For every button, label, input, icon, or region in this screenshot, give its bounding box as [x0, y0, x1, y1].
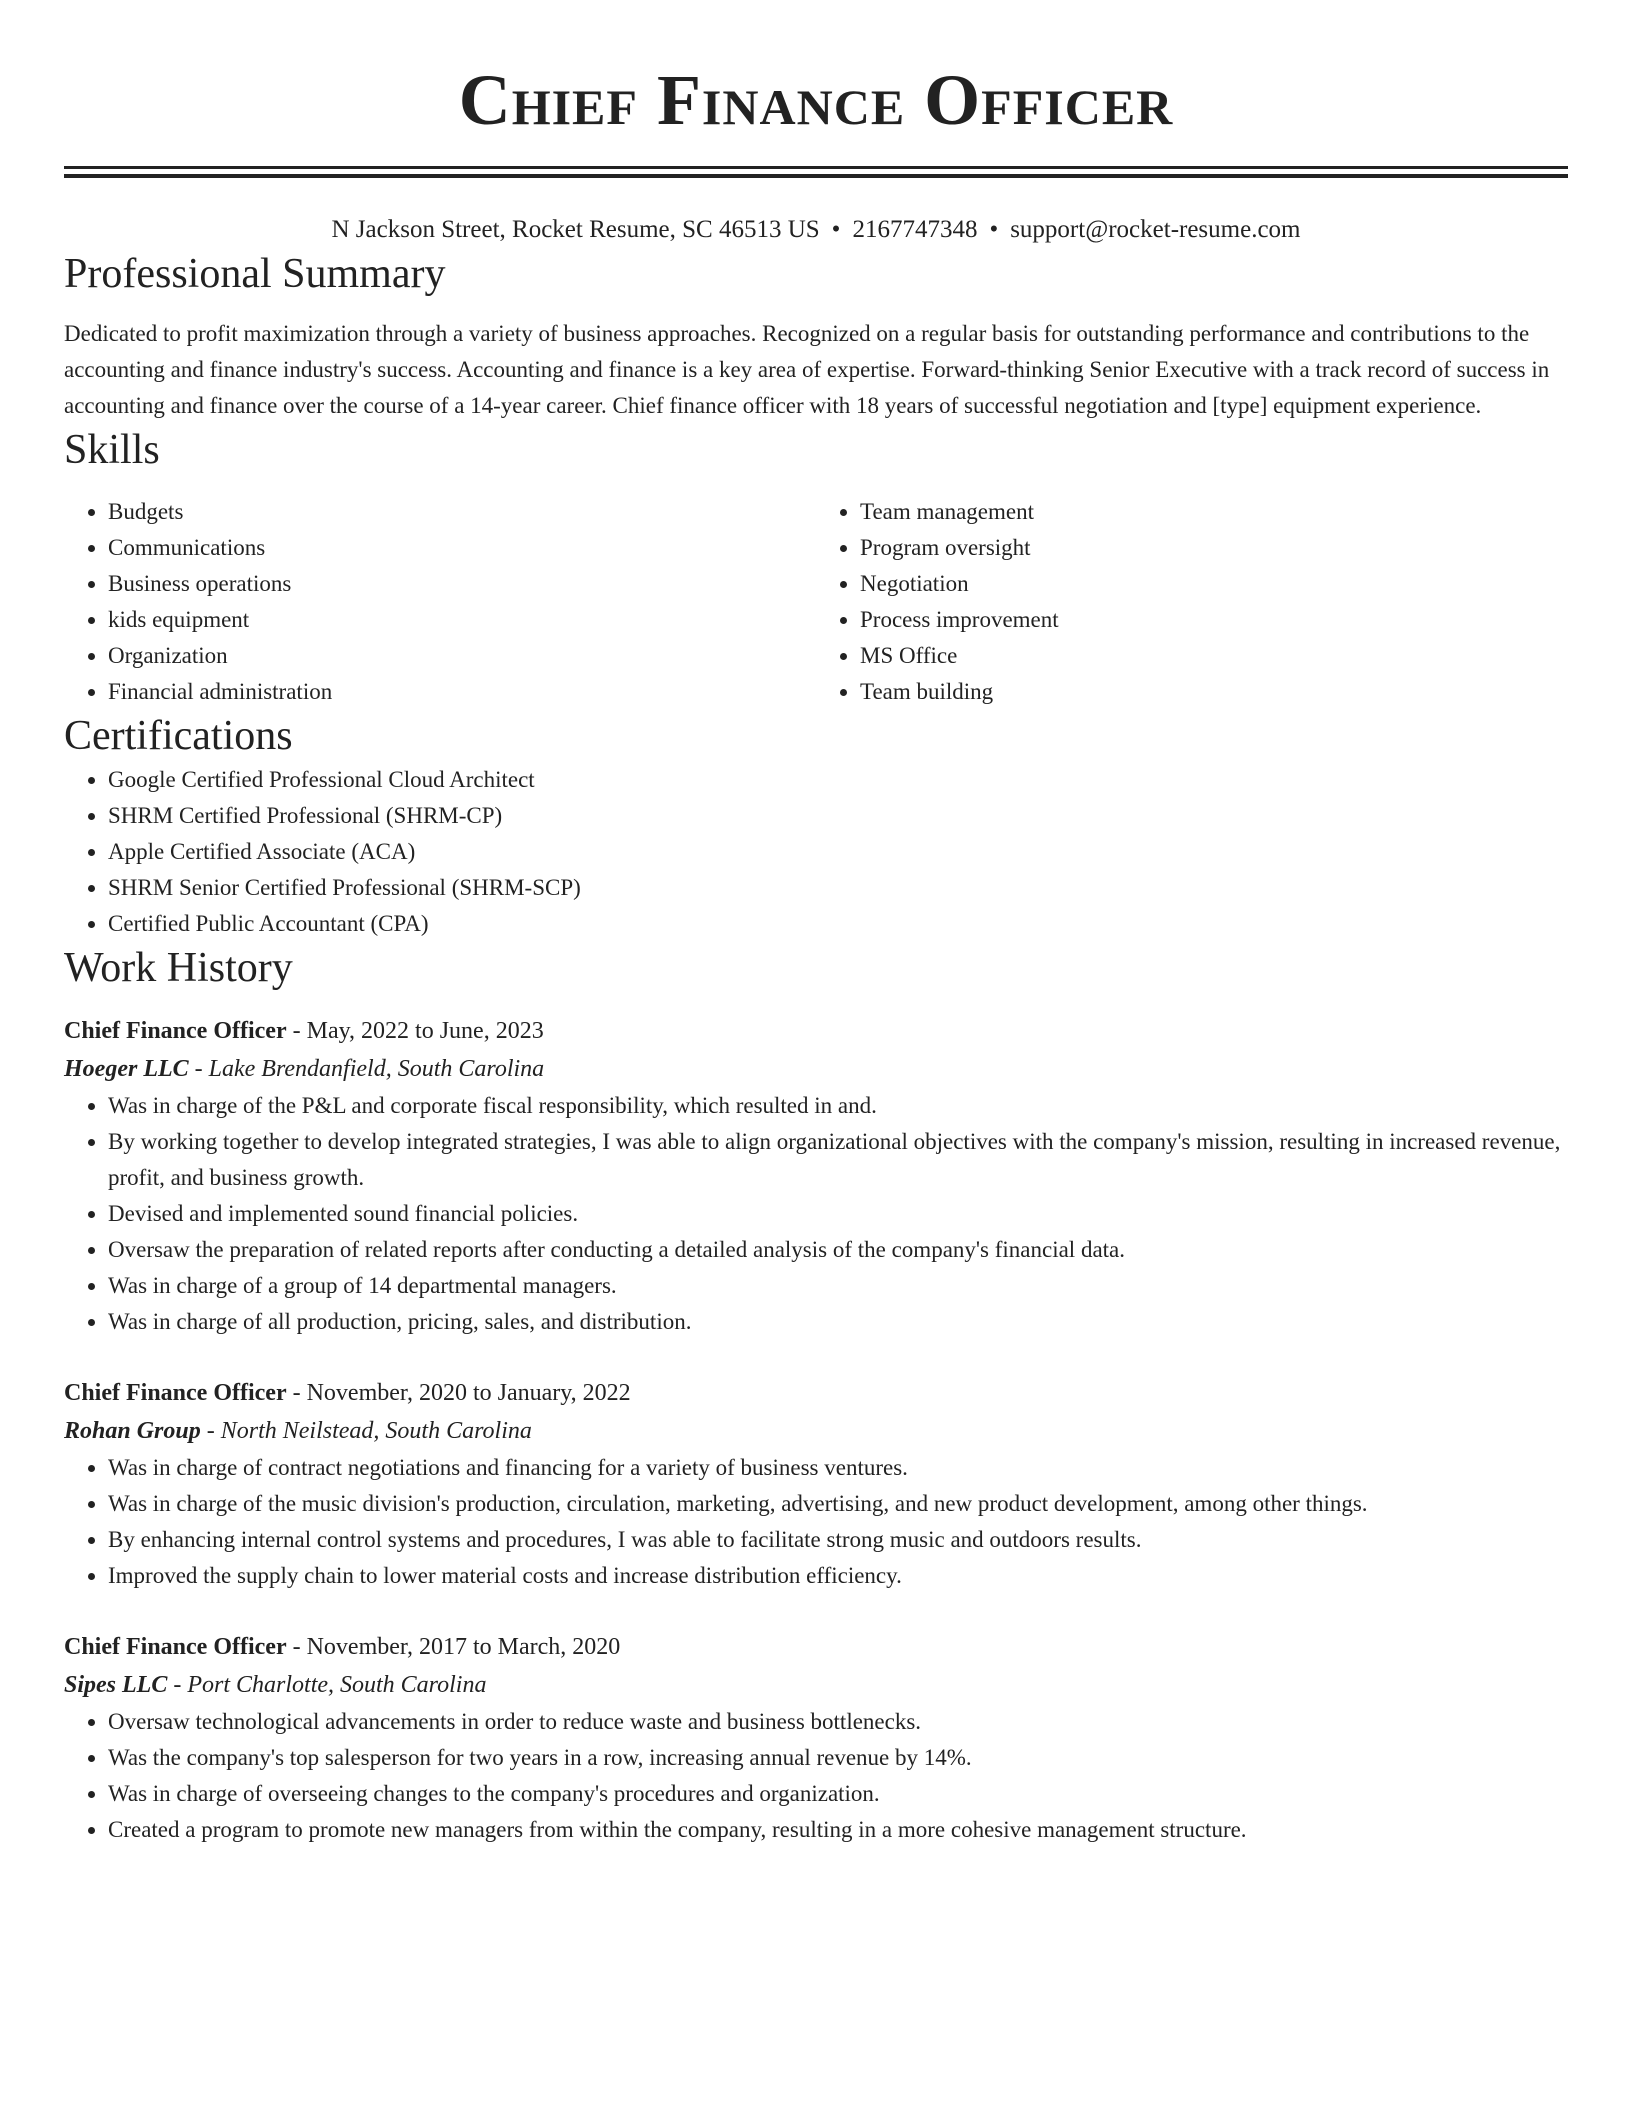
- certification-item: • Apple Certified Associate (ACA): [108, 834, 1568, 870]
- job-company: Rohan Group: [64, 1418, 201, 1444]
- skill-item: • Team building: [860, 674, 1568, 710]
- job-location: - Lake Brendanfield, South Carolina: [188, 1056, 545, 1082]
- skill-item: • kids equipment: [108, 602, 816, 638]
- job-dates: - May, 2022 to June, 2023: [286, 1018, 544, 1044]
- certification-item: • Certified Public Accountant (CPA): [108, 906, 1568, 942]
- job-dates: - November, 2020 to January, 2022: [286, 1380, 631, 1406]
- job-bullet: • By enhancing internal control systems and procedures, I was able to facilitate strong music and outdoors results.: [108, 1522, 1568, 1558]
- skill-item: • Team management: [860, 494, 1568, 530]
- skill-item: • Organization: [108, 638, 816, 674]
- job-bullet: • Was in charge of the P&L and corporate fiscal responsibility, which resulted in and.: [108, 1088, 1568, 1124]
- job-company-line: [64, 1050, 1568, 1088]
- job-bullet: • Devised and implemented sound financial policies.: [108, 1196, 1568, 1232]
- job-bullet: • Oversaw the preparation of related reports after conducting a detailed analysis of the company's financial data.: [108, 1232, 1568, 1268]
- summary-text: Dedicated to profit maximization through a variety of business approaches. Recognized on a regular basis for outstanding performance and contributions to the accounting and finance industry's success. Accounting and finance is a key area of expertise. Forward-thinking Senior Executive with a track record of success in accounting and finance over the course of a 14-year career. Chief finance officer with 18 years of successful negotiation and [type] equipment experience.: [64, 321, 1550, 418]
- job-bullet: • Was the company's top salesperson for two years in a row, increasing annual revenue by 14%.: [108, 1740, 1568, 1776]
- job-location: - Port Charlotte, South Carolina: [167, 1672, 487, 1698]
- certifications-heading: Certifications: [64, 713, 293, 759]
- skill-item: • MS Office: [860, 638, 1568, 674]
- job-header: [64, 1012, 1568, 1050]
- job-bullet: • Was in charge of a group of 14 departmental managers.: [108, 1268, 1568, 1304]
- summary-heading: Professional Summary: [64, 251, 446, 297]
- contact-email: support@rocket-resume.com: [1010, 216, 1301, 243]
- job-location: - North Neilstead, South Carolina: [200, 1418, 532, 1444]
- job-bullets: [64, 1704, 1568, 1848]
- skill-item: • Process improvement: [860, 602, 1568, 638]
- resume-title: Chief Finance Officer: [458, 60, 1174, 140]
- contact-address: N Jackson Street, Rocket Resume, SC 46513 US: [331, 216, 820, 243]
- job-company-line: [64, 1666, 1568, 1704]
- job-bullets: [64, 1450, 1568, 1594]
- job-role: Chief Finance Officer: [64, 1634, 287, 1660]
- job-bullet: • By working together to develop integrated strategies, I was able to align organizational objectives with the company's mission, resulting in increased revenue, profit, and business growth.: [108, 1124, 1568, 1196]
- work-history-heading: Work History: [64, 945, 293, 991]
- job-entry: [64, 1628, 1568, 1848]
- job-bullets: [64, 1088, 1568, 1340]
- contact-phone: 2167747348: [852, 216, 978, 243]
- contact-line: [64, 212, 1568, 248]
- skills-columns: [64, 494, 1568, 710]
- contact-separator: •: [989, 216, 999, 243]
- job-bullet: • Was in charge of overseeing changes to the company's procedures and organization.: [108, 1776, 1568, 1812]
- skill-item: • Business operations: [108, 566, 816, 602]
- skills-list-left: [64, 494, 816, 710]
- skill-item: • Communications: [108, 530, 816, 566]
- job-role: Chief Finance Officer: [64, 1380, 287, 1406]
- job-bullet: • Oversaw technological advancements in order to reduce waste and business bottlenecks.: [108, 1704, 1568, 1740]
- skill-item: • Program oversight: [860, 530, 1568, 566]
- skill-item: • Negotiation: [860, 566, 1568, 602]
- contact-separator: •: [831, 216, 841, 243]
- job-company: Hoeger LLC: [64, 1056, 189, 1082]
- job-company-line: [64, 1412, 1568, 1450]
- job-header: [64, 1374, 1568, 1412]
- skills-heading: Skills: [64, 427, 160, 473]
- job-role: Chief Finance Officer: [64, 1018, 287, 1044]
- job-header: [64, 1628, 1568, 1666]
- skill-item: • Budgets: [108, 494, 816, 530]
- job-bullet: • Was in charge of all production, pricing, sales, and distribution.: [108, 1304, 1568, 1340]
- job-bullet: • Improved the supply chain to lower material costs and increase distribution efficiency.: [108, 1558, 1568, 1594]
- job-bullet: • Was in charge of the music division's production, circulation, marketing, advertising, and new product development, among other things.: [108, 1486, 1568, 1522]
- job-entry: [64, 1374, 1568, 1594]
- job-bullet: • Was in charge of contract negotiations and financing for a variety of business ventures.: [108, 1450, 1568, 1486]
- skill-item: • Financial administration: [108, 674, 816, 710]
- job-bullet: • Created a program to promote new managers from within the company, resulting in a more cohesive management structure.: [108, 1812, 1568, 1848]
- job-entry: [64, 1012, 1568, 1340]
- job-dates: - November, 2017 to March, 2020: [286, 1634, 621, 1660]
- job-company: Sipes LLC: [64, 1672, 168, 1698]
- certification-item: • SHRM Certified Professional (SHRM-CP): [108, 798, 1568, 834]
- title-divider: [64, 166, 1568, 178]
- certifications-list: [64, 762, 1568, 942]
- certification-item: • Google Certified Professional Cloud Architect: [108, 762, 1568, 798]
- skills-list-right: [816, 494, 1568, 710]
- certification-item: • SHRM Senior Certified Professional (SHRM-SCP): [108, 870, 1568, 906]
